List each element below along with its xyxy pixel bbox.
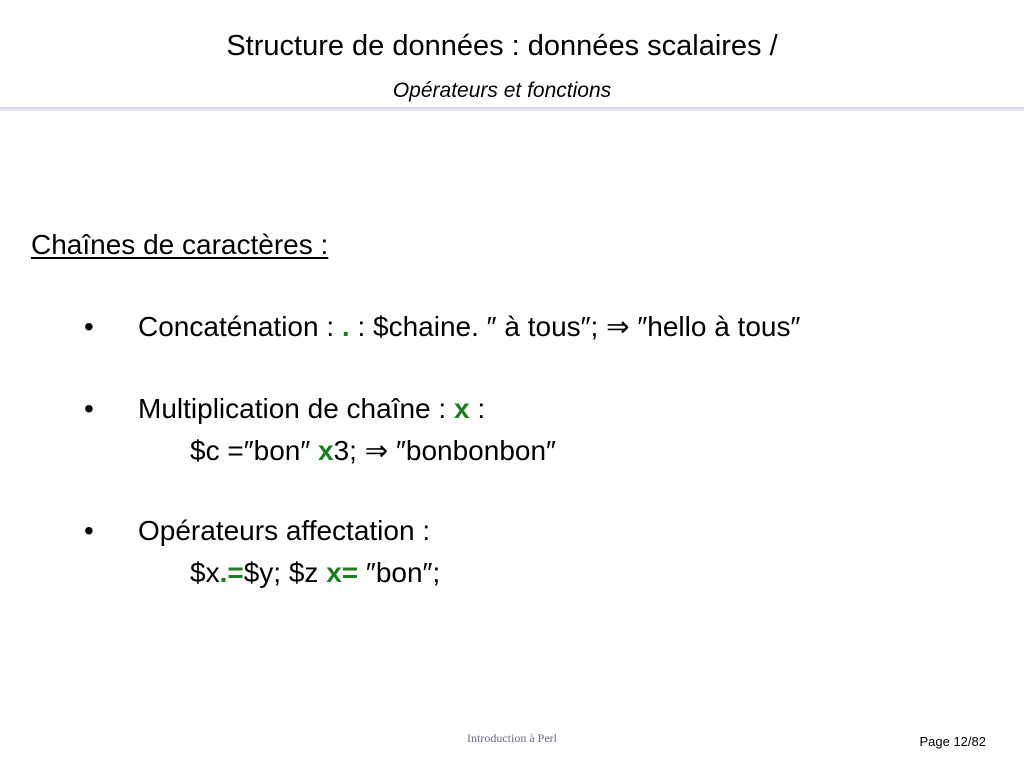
bullet-marker: •	[84, 515, 94, 546]
item-text: ″bon″;	[358, 557, 441, 588]
bullet-marker: •	[84, 393, 94, 424]
bullet-item-concatenation	[138, 310, 800, 344]
bullet-marker: •	[84, 311, 94, 342]
item-text: $c =″bon″	[190, 435, 319, 466]
item-text: Concaténation :	[138, 311, 342, 342]
slide-title: Structure de données : données scalaires /	[226, 30, 778, 62]
item-text: 3; ⇒ ″bonbonbon″	[333, 435, 556, 466]
item-text: Opérateurs affectation :	[138, 515, 431, 546]
bullet-item-assignment	[138, 514, 430, 548]
item-text: $x	[190, 557, 220, 588]
operator-token: x	[453, 393, 470, 424]
item-text: Multiplication de chaîne :	[138, 393, 454, 424]
bullet-item-assignment-example	[190, 556, 440, 590]
item-text: :	[469, 393, 486, 424]
bullet-item-multiplication-example	[190, 434, 556, 468]
bullet-item-multiplication	[138, 392, 485, 426]
footer-course-title: Introduction à Perl	[467, 731, 557, 745]
section-heading: Chaînes de caractères :	[31, 229, 329, 260]
item-text: $y; $z	[243, 557, 327, 588]
operator-token: .	[341, 311, 350, 342]
footer-page-number: Page 12/82	[919, 734, 986, 749]
operator-token: .=	[219, 557, 244, 588]
operator-token: x	[318, 435, 334, 466]
title-divider	[0, 107, 1024, 111]
item-text: : $chaine. ″ à tous″; ⇒ ″hello à tous″	[349, 311, 801, 342]
operator-token: x=	[326, 557, 359, 588]
slide-subtitle: Opérateurs et fonctions	[392, 79, 612, 102]
